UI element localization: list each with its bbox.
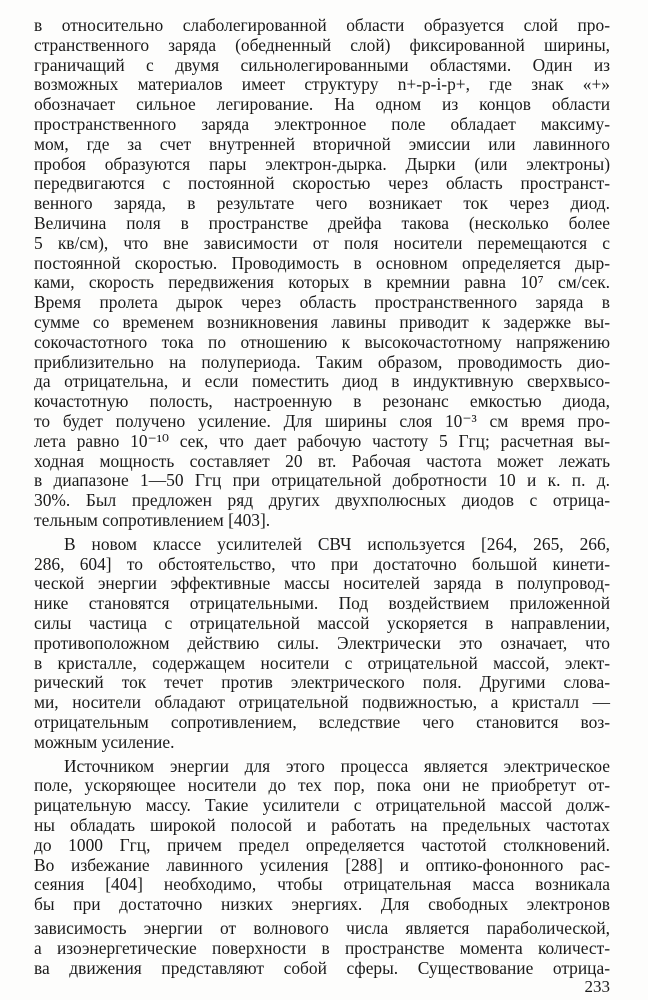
- text-line: 5 кв/см), что вне зависимости от поля носители перемещаются с: [34, 232, 610, 253]
- text-line: сеяния [404] необходимо, чтобы отрицательная масса возникала: [34, 874, 610, 895]
- text-line: в кристалле, содержащем носители с отрицательной массой, элект-: [34, 652, 610, 673]
- text-line: до 1000 Ггц, причем предел определяется частотой столкновений.: [34, 834, 610, 855]
- text-line: ны обладать широкой полосой и работать на предельных частотах: [34, 815, 610, 835]
- text-line: силы частица с отрицательной массой ускоряется в направлении,: [34, 613, 610, 633]
- text-line: Время пролета дырок через область пространственного заряда в: [34, 292, 610, 313]
- text-line: нике становятся отрицательными. Под воздействием приложенной: [34, 593, 610, 614]
- page-number: 233: [584, 977, 610, 996]
- text-line: Величина поля в пространстве дрейфа такова (несколько более: [34, 213, 610, 233]
- text-line: можным усиление.: [34, 731, 175, 752]
- text-line: в относительно слаболегированной области образуется слой про-: [34, 15, 610, 35]
- text-line: ми, носители обладают отрицательной подвижностью, а кристалл —: [34, 692, 610, 713]
- text-line: лета равно 10⁻¹⁰ сек, что дает рабочую частоту 5 Ггц; расчетная вы-: [34, 430, 610, 451]
- text-line: обозначает сильное легирование. На одном из концов области: [34, 94, 610, 115]
- text-line: передвигаются с постоянной скоростью через область пространст-: [34, 173, 610, 194]
- text-line: мом, где за счет внутренней вторичной эмиссии или лавинного: [34, 133, 610, 154]
- text-line: пространственного заряда электронное поле обладает максиму-: [34, 114, 610, 134]
- text-line: в диапазоне 1—50 Ггц при отрицательной добротности 10 и к. п. д.: [34, 470, 610, 491]
- text-line: ходная мощность составляет 20 вт. Рабочая частота может лежать: [34, 450, 610, 471]
- text-line: то будет получено усиление. Для ширины слоя 10⁻³ см время про-: [34, 411, 610, 431]
- text-line: странственного заряда (обедненный слой) фиксированной ширины,: [34, 34, 610, 55]
- text-line: пробоя образуются пары электрон-дырка. Дырки (или электроны): [34, 153, 610, 174]
- text-line: кочастотную полость, настроенную в резонанс емкостью диода,: [34, 391, 610, 412]
- text-line: рицательную массу. Такие усилители с отрицательной массой долж-: [34, 795, 610, 816]
- text-line: ками, скорость передвижения которых в кремнии равна 10⁷ см/сек.: [34, 272, 610, 293]
- text-line: бы при достаточно низких энергиях. Для свободных электронов: [34, 894, 610, 915]
- text-line: ческой энергии эффективные массы носителей заряда в полупровод-: [34, 573, 610, 594]
- text-line: поле, ускоряющее носители до тех пор, пока они не приобретут от-: [34, 775, 610, 796]
- text-line: противоположном действию силы. Электрически это означает, что: [34, 632, 610, 653]
- text-line: 286, 604] то обстоятельство, что при достаточно большой кинети-: [34, 553, 610, 574]
- text-line: да отрицательна, и если поместить диод в индуктивную сверхвысо-: [34, 371, 610, 392]
- text-line: постоянной скоростью. Проводимость в основном определяется дыр-: [34, 252, 610, 273]
- text-line: возможных материалов имеет структуру n+-p-i-p+, где знак «+»: [34, 74, 610, 95]
- paragraph-first-line: В новом классе усилителей СВЧ используется [264, 265, 266,: [64, 533, 610, 554]
- text-line: венного заряда, в результате чего возникает ток через диод.: [34, 193, 610, 214]
- text-line: приблизительно на полупериода. Таким образом, проводимость дио-: [34, 351, 610, 372]
- text-line: ва движения представляют собой сферы. Существование отрица-: [34, 957, 610, 978]
- text-line: рический ток течет против электрического поля. Другими слова-: [34, 672, 610, 693]
- text-line: Во избежание лавинного усиления [288] и оптико-фононного рас-: [34, 854, 610, 875]
- paragraph-first-line: Источником энергии для этого процесса является электрическое: [64, 755, 610, 776]
- text-line: тельным сопротивлением [403].: [34, 510, 271, 530]
- text-line: граничащий с двумя сильнолегированными областями. Один из: [34, 54, 610, 75]
- text-line: зависимость энергии от волнового числа является параболической,: [34, 918, 610, 938]
- text-line: сумме со временем возникновения лавины приводит к задержке вы-: [34, 312, 610, 332]
- text-line: отрицательным сопротивлением, вследствие чего становится воз-: [34, 712, 610, 732]
- text-line: 30%. Был предложен ряд других двухполюсных диодов с отрица-: [34, 490, 610, 511]
- text-line: а изоэнергетические поверхности в пространстве момента количест-: [34, 937, 610, 958]
- text-line: сокочастотного тока по отношению к высокочастотному напряжению: [34, 331, 610, 352]
